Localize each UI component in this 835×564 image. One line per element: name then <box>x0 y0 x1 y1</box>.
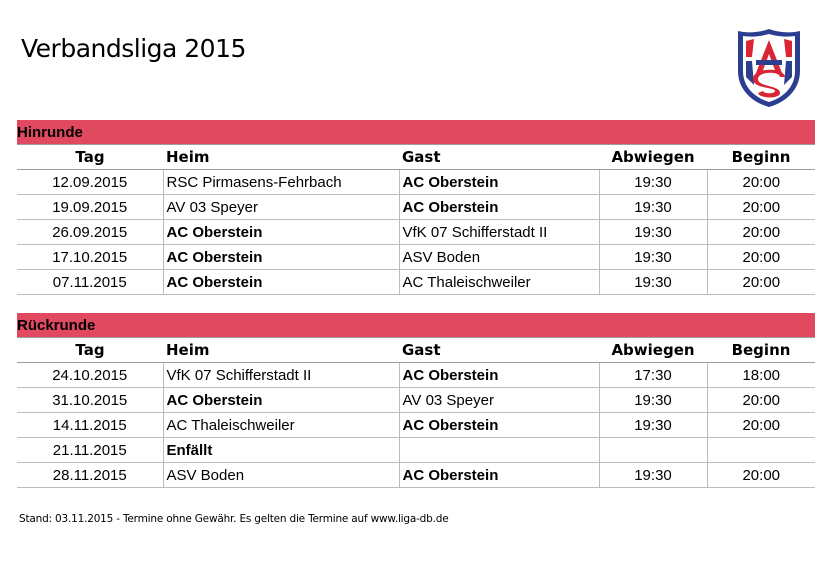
match-date: 21.11.2015 <box>17 438 163 463</box>
home-team: Enfällt <box>163 438 399 463</box>
col-header-abwiegen: Abwiegen <box>599 338 707 363</box>
away-team: VfK 07 Schifferstadt II <box>399 220 599 245</box>
rueckrunde-rows <box>17 363 815 488</box>
page-title: Verbandsliga 2015 <box>21 34 246 63</box>
match-row <box>17 438 815 463</box>
match-row <box>17 463 815 488</box>
start-time: 20:00 <box>707 195 815 220</box>
weigh-in-time: 19:30 <box>599 388 707 413</box>
match-date: 28.11.2015 <box>17 463 163 488</box>
away-team <box>399 438 599 463</box>
home-team: AV 03 Speyer <box>163 195 399 220</box>
start-time: 20:00 <box>707 170 815 195</box>
weigh-in-time: 19:30 <box>599 245 707 270</box>
start-time: 20:00 <box>707 245 815 270</box>
match-row <box>17 170 815 195</box>
col-header-abwiegen: Abwiegen <box>599 145 707 170</box>
match-date: 31.10.2015 <box>17 388 163 413</box>
away-team: AV 03 Speyer <box>399 388 599 413</box>
column-header-row <box>17 338 815 363</box>
weigh-in-time: 19:30 <box>599 270 707 295</box>
away-team: AC Oberstein <box>399 363 599 388</box>
col-header-gast: Gast <box>399 338 599 363</box>
col-header-gast: Gast <box>399 145 599 170</box>
weigh-in-time: 19:30 <box>599 413 707 438</box>
home-team: AC Oberstein <box>163 245 399 270</box>
section-header-rueckrunde <box>17 313 815 338</box>
hinrunde-table <box>17 120 815 295</box>
match-row <box>17 388 815 413</box>
match-row <box>17 363 815 388</box>
col-header-tag: Tag <box>17 338 163 363</box>
away-team: AC Oberstein <box>399 463 599 488</box>
weigh-in-time <box>599 438 707 463</box>
section-label: Rückrunde <box>17 313 815 338</box>
match-row <box>17 413 815 438</box>
away-team: AC Oberstein <box>399 195 599 220</box>
weigh-in-time: 19:30 <box>599 170 707 195</box>
weigh-in-time: 17:30 <box>599 363 707 388</box>
away-team: AC Oberstein <box>399 413 599 438</box>
weigh-in-time: 19:30 <box>599 463 707 488</box>
club-logo <box>736 27 802 109</box>
column-header-row <box>17 145 815 170</box>
match-row <box>17 220 815 245</box>
col-header-tag: Tag <box>17 145 163 170</box>
match-row <box>17 270 815 295</box>
start-time: 20:00 <box>707 388 815 413</box>
away-team: AC Oberstein <box>399 170 599 195</box>
match-date: 19.09.2015 <box>17 195 163 220</box>
start-time: 20:00 <box>707 463 815 488</box>
col-header-heim: Heim <box>163 338 399 363</box>
section-header-hinrunde <box>17 120 815 145</box>
match-row <box>17 195 815 220</box>
match-row <box>17 245 815 270</box>
home-team: AC Thaleischweiler <box>163 413 399 438</box>
start-time: 20:00 <box>707 270 815 295</box>
start-time <box>707 438 815 463</box>
col-header-beginn: Beginn <box>707 338 815 363</box>
weigh-in-time: 19:30 <box>599 220 707 245</box>
match-date: 12.09.2015 <box>17 170 163 195</box>
home-team: AC Oberstein <box>163 388 399 413</box>
match-date: 07.11.2015 <box>17 270 163 295</box>
section-label: Hinrunde <box>17 120 815 145</box>
col-header-heim: Heim <box>163 145 399 170</box>
weigh-in-time: 19:30 <box>599 195 707 220</box>
footer-note: Stand: 03.11.2015 - Termine ohne Gewähr. Es gelten die Termine auf www.liga-db.de <box>19 513 449 525</box>
away-team: ASV Boden <box>399 245 599 270</box>
home-team: RSC Pirmasens-Fehrbach <box>163 170 399 195</box>
match-date: 14.11.2015 <box>17 413 163 438</box>
away-team: AC Thaleischweiler <box>399 270 599 295</box>
col-header-beginn: Beginn <box>707 145 815 170</box>
home-team: VfK 07 Schifferstadt II <box>163 363 399 388</box>
home-team: ASV Boden <box>163 463 399 488</box>
match-date: 17.10.2015 <box>17 245 163 270</box>
match-date: 24.10.2015 <box>17 363 163 388</box>
match-date: 26.09.2015 <box>17 220 163 245</box>
rueckrunde-table <box>17 313 815 488</box>
home-team: AC Oberstein <box>163 270 399 295</box>
start-time: 20:00 <box>707 220 815 245</box>
hinrunde-rows <box>17 170 815 295</box>
home-team: AC Oberstein <box>163 220 399 245</box>
start-time: 20:00 <box>707 413 815 438</box>
start-time: 18:00 <box>707 363 815 388</box>
